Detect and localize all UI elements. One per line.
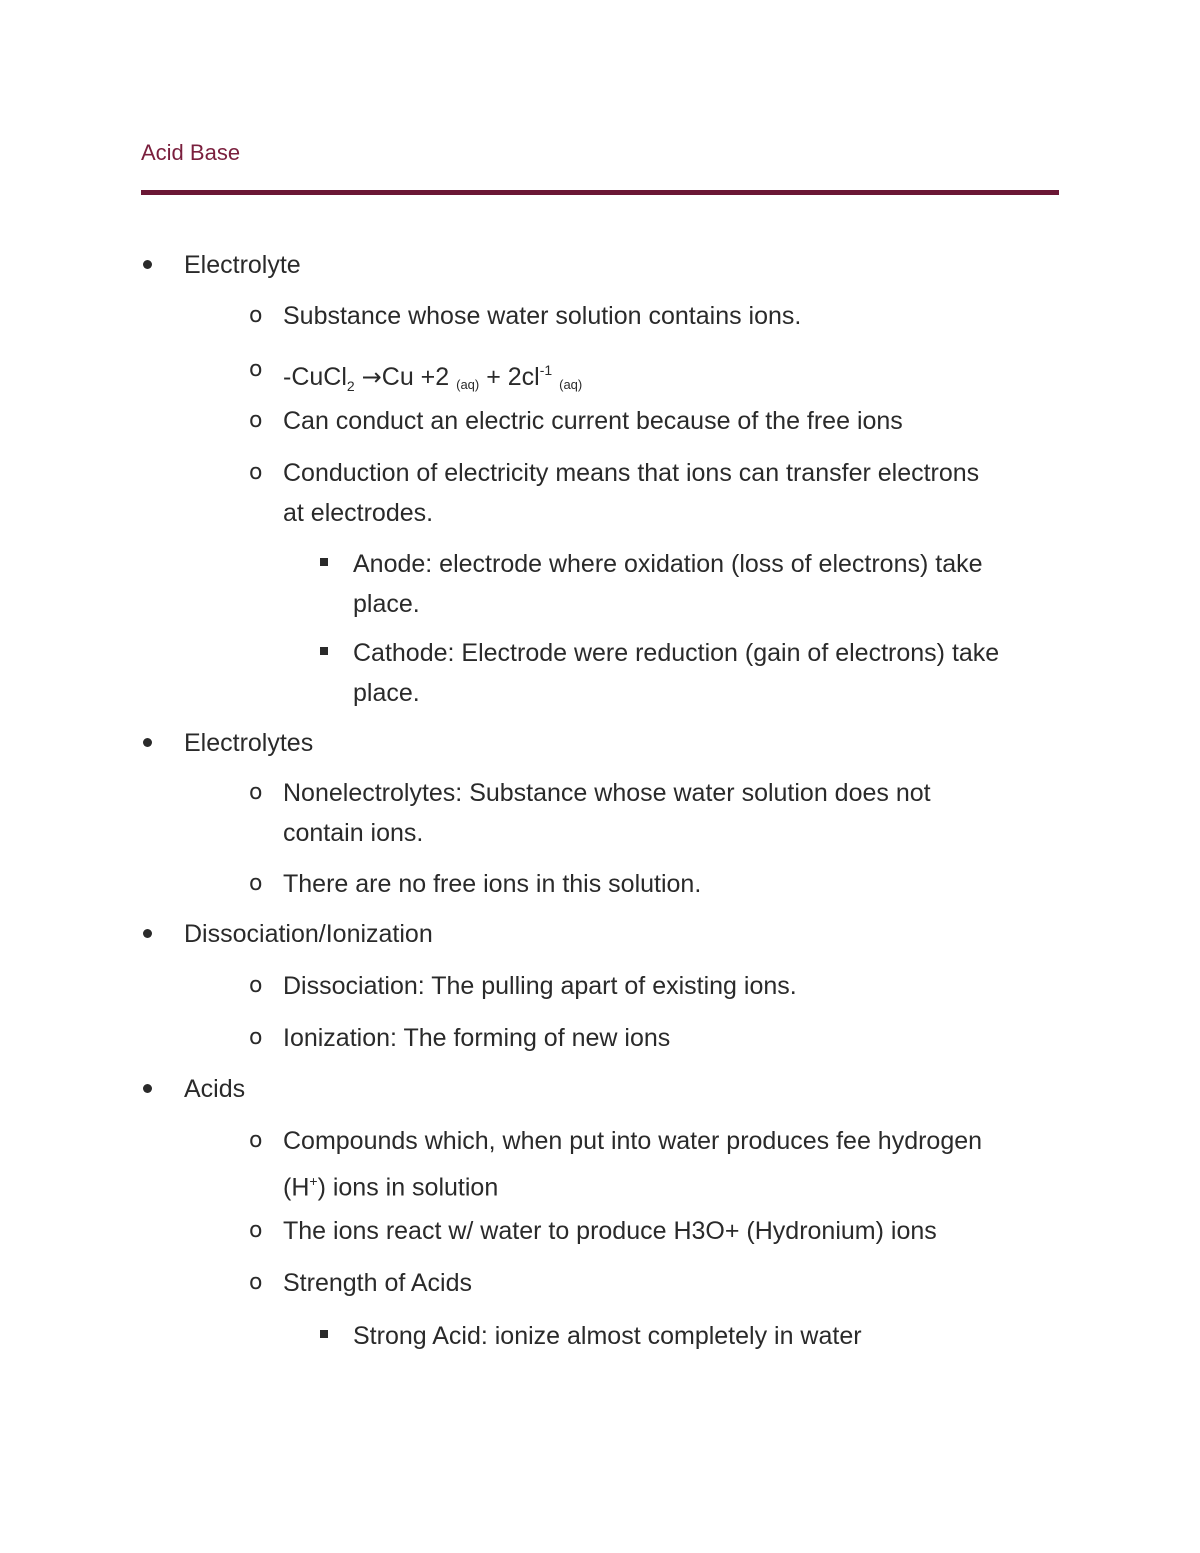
sub-bullet-icon: o	[249, 357, 263, 382]
acids-definition-line1: Compounds which, when put into water produces fee hydrogen	[283, 1127, 983, 1155]
topic-acids: Acids	[184, 1075, 246, 1103]
sub-bullet-icon: o	[249, 1218, 263, 1243]
dissociation-definition: Dissociation: The pulling apart of existing ions.	[283, 972, 797, 1000]
electrolyte-definition: Substance whose water solution contains ions.	[283, 302, 802, 330]
nonelectrolytes-line2: contain ions.	[283, 819, 424, 847]
sub-bullet-icon: o	[249, 303, 263, 328]
cathode-definition-line1: Cathode: Electrode were reduction (gain of electrons) take	[353, 639, 1000, 667]
bullet-dot-icon	[143, 1084, 152, 1093]
electrolyte-conduction: Can conduct an electric current because of the free ions	[283, 407, 903, 435]
acids-definition-line2	[283, 1161, 498, 1207]
square-bullet-icon	[320, 647, 328, 655]
sub-bullet-icon: o	[249, 1025, 263, 1050]
no-free-ions: There are no free ions in this solution.	[283, 870, 702, 898]
sub-bullet-icon: o	[249, 408, 263, 433]
sub-bullet-icon: o	[249, 973, 263, 998]
ionization-definition: Ionization: The forming of new ions	[283, 1024, 671, 1052]
nonelectrolytes-line1: Nonelectrolytes: Substance whose water solution does not	[283, 779, 931, 807]
topic-dissociation: Dissociation/Ionization	[184, 920, 433, 948]
sub-bullet-icon: o	[249, 871, 263, 896]
acid-strength-heading: Strength of Acids	[283, 1269, 473, 1297]
sub-bullet-icon: o	[249, 1128, 263, 1153]
equation-product-cl: + 2cl	[479, 363, 540, 391]
conduction-meaning-line2: at electrodes.	[283, 499, 434, 527]
equation-product-cu: Cu +2	[381, 363, 457, 391]
equation-state-label: (aq)	[559, 377, 583, 392]
cathode-definition-line2: place.	[353, 679, 420, 707]
strong-acid-definition: Strong Acid: ionize almost completely in water	[353, 1322, 862, 1350]
topic-electrolytes: Electrolytes	[184, 729, 314, 757]
bullet-dot-icon	[143, 260, 152, 269]
conduction-meaning-line1: Conduction of electricity means that ions can transfer electrons	[283, 459, 980, 487]
square-bullet-icon	[320, 558, 328, 566]
reaction-arrow-icon: →	[361, 363, 382, 391]
hydrogen-ion-charge: +	[309, 1173, 318, 1189]
dissociation-equation	[283, 350, 582, 406]
document-title: Acid Base	[141, 140, 241, 165]
hydronium-note: The ions react w/ water to produce H3O+ (Hydronium) ions	[283, 1217, 937, 1245]
anode-definition-line1: Anode: electrode where oxidation (loss of electrons) take	[353, 550, 983, 578]
anode-definition-line2: place.	[353, 590, 420, 618]
topic-electrolyte: Electrolyte	[184, 251, 301, 279]
equation-charge: -1	[539, 362, 553, 378]
sub-bullet-icon: o	[249, 780, 263, 805]
sub-bullet-icon: o	[249, 1270, 263, 1295]
equation-subscript: 2	[346, 378, 355, 394]
sub-bullet-icon: o	[249, 460, 263, 485]
title-divider	[141, 190, 1059, 195]
equation-reactant: -CuCl	[283, 363, 347, 391]
square-bullet-icon	[320, 1330, 328, 1338]
equation-state-label: (aq)	[456, 377, 480, 392]
bullet-dot-icon	[143, 929, 152, 938]
hydrogen-ion-label: (H	[283, 1173, 310, 1202]
acids-definition-tail: ) ions in solution	[317, 1173, 499, 1202]
bullet-dot-icon	[143, 738, 152, 747]
